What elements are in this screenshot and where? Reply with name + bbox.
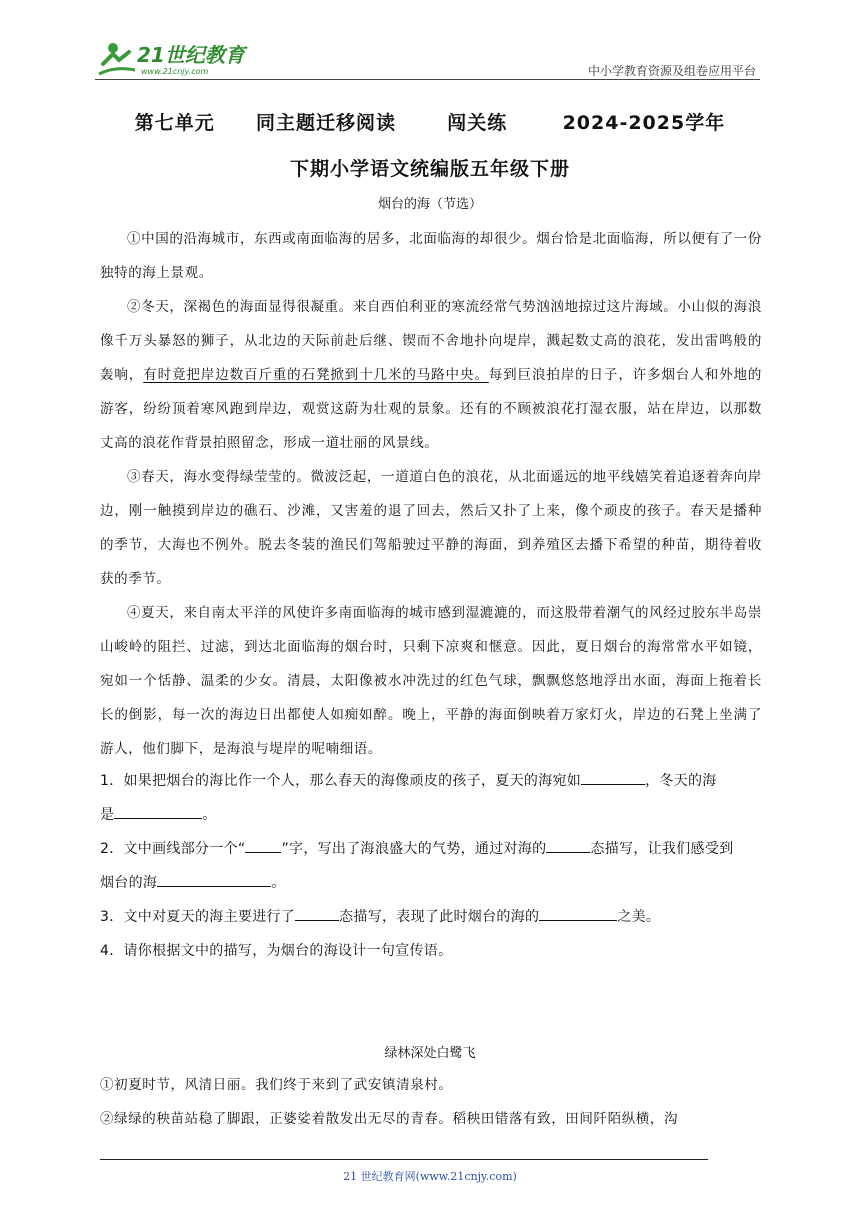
- passage1-paragraph-1: ①中国的沿海城市，东西或南面临海的居多，北面临海的却很少。烟台恰是北面临海，所以便有了一份独特的海上景观。: [100, 231, 762, 281]
- page-header: [95, 36, 760, 82]
- question-1: 1．如果把烟台的海比作一个人，那么春天的海像顽皮的孩子，夏天的海宛如 ，冬天的海 是 。: [100, 764, 762, 832]
- svg-text:www.21cnjy.com: www.21cnjy.com: [141, 67, 209, 76]
- passage1-paragraph-2: ②冬天，深褐色的海面显得很凝重。来自西伯利亚的寒流经常气势汹汹地掠过这片海域。小山似的海浪像千万头暴怒的狮子，从北边的天际前赴后继、锲而不舍地扑向堤岸，溅起数丈高的浪花，发出雷鸣般的轰响，有时竟把岸边数百斤重的石凳掀到十几米的马路中央。每到巨浪拍岸的日子，许多烟台人和外地的游客，纷纷顶着寒风跑到岸边，观赏这蔚为壮观的景象。还有的不顾被浪花打湿衣服，站在岸边，以那数丈高的浪花作背景拍照留念，形成一道壮丽的风景线。: [100, 299, 762, 451]
- document-title: [0, 108, 860, 135]
- platform-name: 中小学教育资源及组卷应用平台: [587, 64, 756, 78]
- answer-blank[interactable]: [295, 904, 339, 921]
- answer-blank[interactable]: [581, 768, 645, 785]
- document-subtitle: 下期小学语文统编版五年级下册: [289, 158, 570, 180]
- footer-text: 21 世纪教育网(www.21cnjy.com): [343, 1170, 517, 1183]
- site-logo: [95, 36, 265, 80]
- passage2-title: 绿林深处白鹭飞: [384, 1046, 476, 1061]
- question-4: 4．请你根据文中的描写，为烟台的海设计一句宣传语。: [100, 943, 453, 959]
- answer-blank[interactable]: [157, 870, 271, 887]
- title-practice: 闯关练: [447, 112, 508, 134]
- passage1-paragraph-4: ④夏天，来自南太平洋的风使许多南面临海的城市感到湿漉漉的，而这股带着潮气的风经过胶东半岛崇山峻岭的阻拦、过滤，到达北面临海的烟台时，只剩下凉爽和惬意。因此，夏日烟台的海常常水平如镜，宛如一个恬静、温柔的少女。清晨，太阳像被水冲洗过的红色气球，飘飘悠悠地浮出水面，海面上拖着长长的倒影，每一次的海边日出都使人如痴如醉。晚上，平静的海面倒映着万家灯火，岸边的石凳上坐满了游人，他们脚下，是海浪与堤岸的呢喃细语。: [100, 605, 762, 757]
- question-3: 3．文中对夏天的海主要进行了 态描写，表现了此时烟台的海的 之美。: [100, 900, 762, 934]
- answer-blank[interactable]: [114, 802, 202, 819]
- underlined-sentence: 有时竟把岸边数百斤重的石凳掀到十几米的马路中央。: [143, 367, 489, 383]
- svg-text:21世纪教育: 21世纪教育: [137, 43, 245, 67]
- answer-blank[interactable]: [539, 904, 617, 921]
- passage2-paragraph-2: ②绿绿的秧苗站稳了脚跟，正婆娑着散发出无尽的青春。稻秧田错落有致，田间阡陌纵横，沟: [100, 1111, 679, 1127]
- title-year: 2024-2025学年: [562, 112, 726, 134]
- header-divider: [95, 79, 760, 80]
- question-2: 2．文中画线部分一个“ ”字，写出了海浪盛大的气势，通过对海的 态描写，让我们感受到 烟台的海 。: [100, 832, 762, 900]
- passage1-title: 烟台的海（节选）: [377, 197, 482, 212]
- passage1-paragraph-3: ③春天，海水变得绿莹莹的。微波泛起，一道道白色的浪花，从北面遥远的地平线嬉笑着追逐着奔向岸边，刚一触摸到岸边的礁石、沙滩，又害羞的退了回去，然后又扑了上来，像个顽皮的孩子。春天是播种的季节，大海也不例外。脱去冬装的渔民们驾船驶过平静的海面，到养殖区去播下希望的种苗，期待着收获的季节。: [100, 469, 762, 587]
- footer-divider: [100, 1159, 708, 1160]
- passage2-paragraph-1: ①初夏时节，风清日丽。我们终于来到了武安镇清泉村。: [100, 1077, 453, 1093]
- answer-blank[interactable]: [245, 836, 281, 853]
- title-unit: 第七单元: [134, 112, 215, 134]
- answer-blank[interactable]: [546, 836, 590, 853]
- title-topic: 同主题迁移阅读: [256, 112, 397, 134]
